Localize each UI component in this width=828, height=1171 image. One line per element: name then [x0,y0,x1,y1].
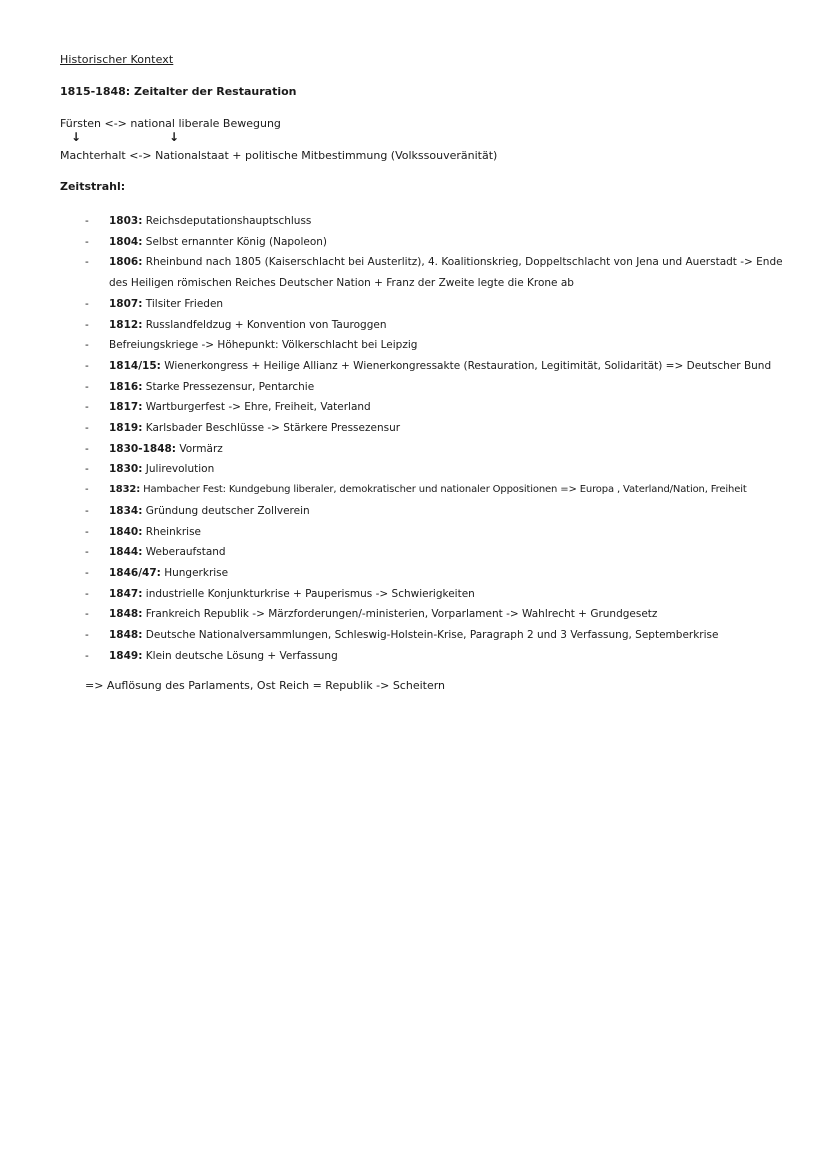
timeline-list [85,211,785,666]
list-dash: - [85,339,89,352]
list-item [85,252,785,293]
event-text: Selbst ernannter König (Napoleon) [142,235,328,248]
event-year: 1848: [109,629,143,642]
event-year: 1803: [109,215,143,227]
list-item [85,646,785,667]
goals-line: Machterhalt <-> Nationalstaat + politische Mitbestimmung (Volkssouveränität) [60,149,498,162]
down-arrow-icon: ↓ [71,130,82,144]
event-text: Rheinkrise [142,525,202,538]
list-dash: - [85,422,89,435]
event-year: 1806: [109,256,143,269]
event-year: 1804: [109,235,143,248]
list-dash: - [85,546,89,559]
event-text: Gründung deutscher Zollverein [142,504,310,517]
event-text: Reichsdeputationshauptschluss [142,215,312,227]
event-text: Klein deutsche Lösung + Verfassung [142,649,338,662]
list-dash: - [85,256,89,269]
list-dash: - [85,504,89,517]
section-heading: Historischer Kontext [60,53,174,66]
event-text: Vormärz [176,442,223,455]
list-item [85,397,785,418]
event-text: industrielle Konjunkturkrise + Pauperismus -> Schwierigkeiten [142,587,475,600]
list-item [85,584,785,605]
list-item [85,232,785,253]
list-dash: - [85,401,89,414]
event-year: 1814/15: [109,359,161,372]
list-item [85,335,785,356]
list-item [85,377,785,398]
event-year: 1816: [109,380,143,393]
event-text: Wienerkongress + Heilige Allianz + Wienerkongressakte (Restauration, Legitimität, Solidarität) => Deutscher Bund [160,359,772,372]
event-year: 1840: [109,525,143,538]
event-text: Tilsiter Frieden [142,297,224,310]
list-item [85,211,785,232]
event-text: Starke Pressezensur, Pentarchie [142,380,315,393]
era-title: 1815-1848: Zeitalter der Restauration [60,85,297,98]
conclusion-line: => Auflösung des Parlaments, Ost Reich = Republik -> Scheitern [85,679,446,692]
event-year: 1849: [109,649,143,662]
event-year: 1847: [109,587,143,600]
list-dash: - [85,359,89,372]
event-text: Hungerkrise [160,566,229,579]
list-dash: - [85,235,89,248]
event-year: 1817: [109,401,143,414]
event-text: Befreiungskriege -> Höhepunkt: Völkerschlacht bei Leipzig [109,339,418,352]
list-dash: - [85,318,89,331]
event-year: 1812: [109,318,143,331]
event-text: Deutsche Nationalversammlungen, Schleswig-Holstein-Krise, Paragraph 2 und 3 Verfassung, Septemberkrise [142,629,719,642]
list-dash: - [85,566,89,579]
list-item [85,459,785,480]
event-text: Wartburgerfest -> Ehre, Freiheit, Vaterland [142,401,371,414]
down-arrow-icon: ↓ [169,130,180,144]
event-text: Julirevolution [142,463,215,476]
event-text: Karlsbader Beschlüsse -> Stärkere Pressezensur [142,422,401,435]
list-dash: - [85,608,89,621]
event-text: Rheinbund nach 1805 (Kaiserschlacht bei Austerlitz), 4. Koalitionskrieg, Doppeltschlacht von Jena und Auerstadt -> Ende des Heiligen römischen Reiches Deutscher Nation + Franz der Zweite legte die Krone ab [109,256,783,290]
forces-line: Fürsten <-> national liberale Bewegung [60,117,281,130]
event-text: Weberaufstand [142,546,226,559]
list-item [85,542,785,563]
event-year: 1832: [109,484,141,496]
event-year: 1807: [109,297,143,310]
event-year: 1834: [109,504,143,517]
list-item [85,522,785,543]
list-dash: - [85,463,89,476]
list-dash: - [85,525,89,538]
list-dash: - [85,484,89,496]
list-dash: - [85,442,89,455]
list-item [85,625,785,646]
event-text: Frankreich Republik -> Märzforderungen/-ministerien, Vorparlament -> Wahlrecht + Grundgesetz [142,608,658,621]
list-item [85,356,785,377]
list-item [85,294,785,315]
list-dash: - [85,215,89,227]
list-dash: - [85,629,89,642]
list-item [85,604,785,625]
event-text: Russlandfeldzug + Konvention von Tauroggen [142,318,387,331]
list-item [85,480,785,501]
event-year: 1844: [109,546,143,559]
event-year: 1830: [109,463,143,476]
list-dash: - [85,297,89,310]
event-year: 1846/47: [109,566,161,579]
list-dash: - [85,649,89,662]
list-dash: - [85,587,89,600]
event-text: Hambacher Fest: Kundgebung liberaler, demokratischer und nationaler Oppositionen => Europa , Vaterland/Nation, Freiheit [140,484,747,496]
timeline-label: Zeitstrahl: [60,180,126,193]
event-year: 1819: [109,422,143,435]
list-item [85,501,785,522]
list-dash: - [85,380,89,393]
event-year: 1830-1848: [109,442,177,455]
list-item [85,439,785,460]
list-item [85,563,785,584]
list-item [85,418,785,439]
list-item [85,315,785,336]
event-year: 1848: [109,608,143,621]
